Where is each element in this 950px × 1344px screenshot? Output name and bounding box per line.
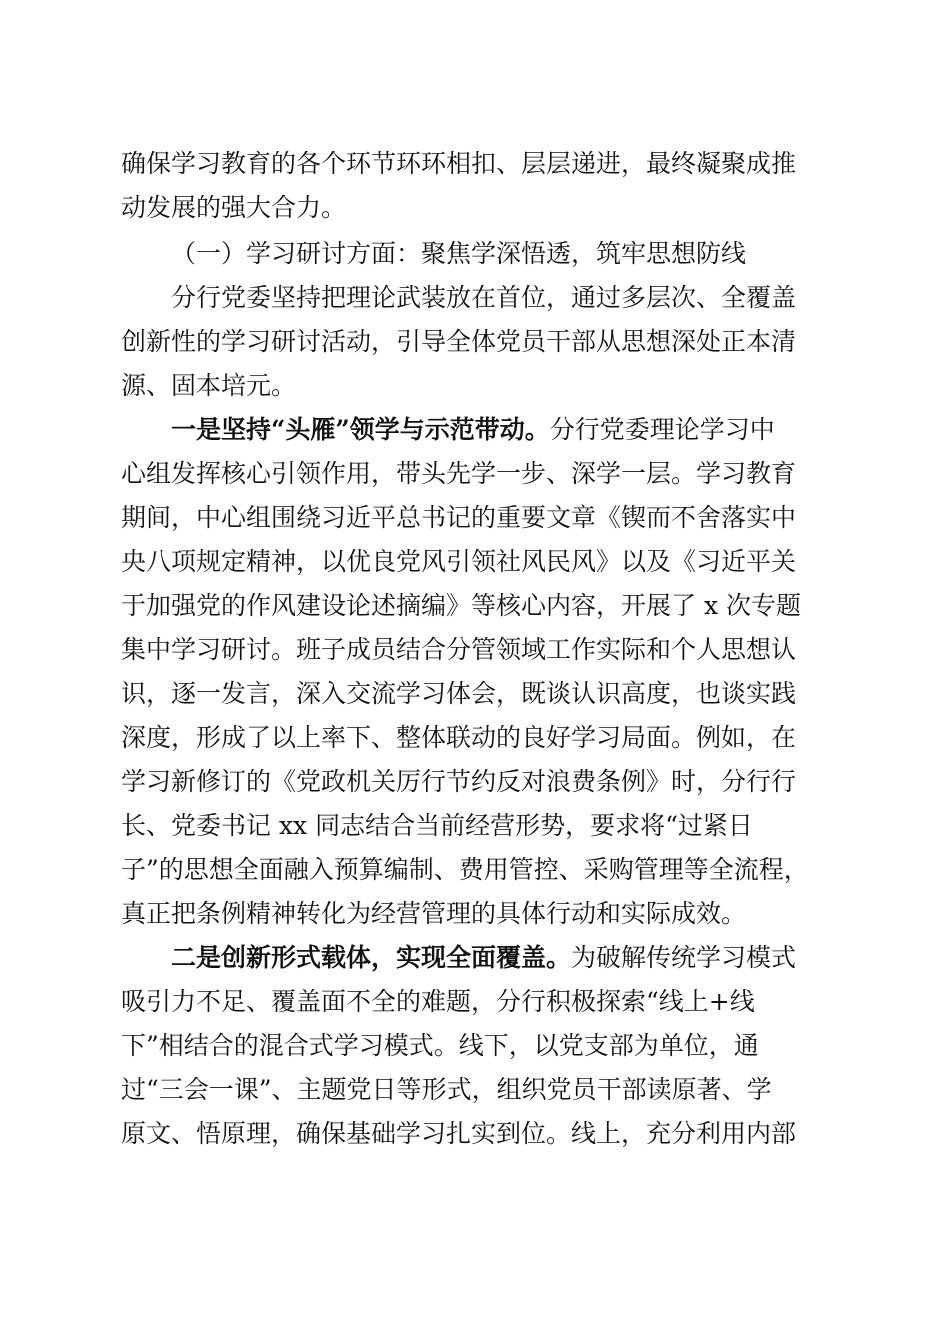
- paragraph-lead-rest: 为破解传统学习模式: [571, 943, 797, 972]
- text-line: 确保学习教育的各个环节环环相扣、层层递进，最终凝聚成推: [121, 149, 797, 178]
- text-line: 于加强党的作风建设论述摘编》等核心内容，开展了 x 次专题: [121, 591, 801, 620]
- text-line: 央八项规定精神，以优良党风引领社风民风》以及《习近平关: [121, 547, 797, 576]
- text-line: 期间，中心组围绕习近平总书记的重要文章《锲而不舍落实中: [121, 503, 797, 532]
- text-line: 动发展的强大合力。: [121, 193, 347, 222]
- text-line: 心组发挥核心引领作用，带头先学一步、深学一层。学习教育: [121, 459, 797, 488]
- text-line: 集中学习研讨。班子成员结合分管领域工作实际和个人思想认: [121, 635, 797, 664]
- text-line: 真正把条例精神转化为经营管理的具体行动和实际成效。: [121, 899, 747, 928]
- text-line: 过“三会一课”、主题党日等形式，组织党员干部读原著、学: [121, 1075, 772, 1104]
- paragraph-first-line: [121, 936, 829, 980]
- paragraph-lead-rest: 分行党委理论学习中: [549, 415, 775, 444]
- document-body: [121, 142, 829, 1156]
- text-line: 识，逐一发言，深入交流学习体会，既谈认识高度，也谈实践: [121, 679, 797, 708]
- text-line: 创新性的学习研讨活动，引导全体党员干部从思想深处正本清: [121, 327, 797, 356]
- text-line: 长、党委书记 xx 同志结合当前经营形势，要求将“过紧日: [121, 811, 753, 840]
- text-line: 学习新修订的《党政机关厉行节约反对浪费条例》时，分行行: [121, 767, 797, 796]
- paragraph-first-line: [121, 408, 829, 452]
- text-line: 深度，形成了以上率下、整体联动的良好学习局面。例如，在: [121, 723, 797, 752]
- text-line: 下”相结合的混合式学习模式。线下，以党支部为单位，通: [121, 1031, 759, 1060]
- text-line: 原文、悟原理，确保基础学习扎实到位。线上，充分利用内部: [121, 1119, 797, 1148]
- text-line: 分行党委坚持把理论武装放在首位，通过多层次、全覆盖: [171, 283, 797, 312]
- text-line: 源、固本培元。: [121, 371, 297, 400]
- paragraph-lead-bold: 一是坚持“头雁”领学与示范带动。: [171, 415, 550, 444]
- text-line: 子”的思想全面融入预算编制、费用管控、采购管理等全流程，: [121, 855, 809, 884]
- section-heading: （一）学习研讨方面：聚焦学深悟透，筑牢思想防线: [171, 239, 747, 268]
- text-line: 吸引力不足、覆盖面不全的难题，分行积极探索“线上+线: [121, 987, 755, 1016]
- paragraph-lead-bold: 二是创新形式载体，实现全面覆盖。: [171, 943, 572, 972]
